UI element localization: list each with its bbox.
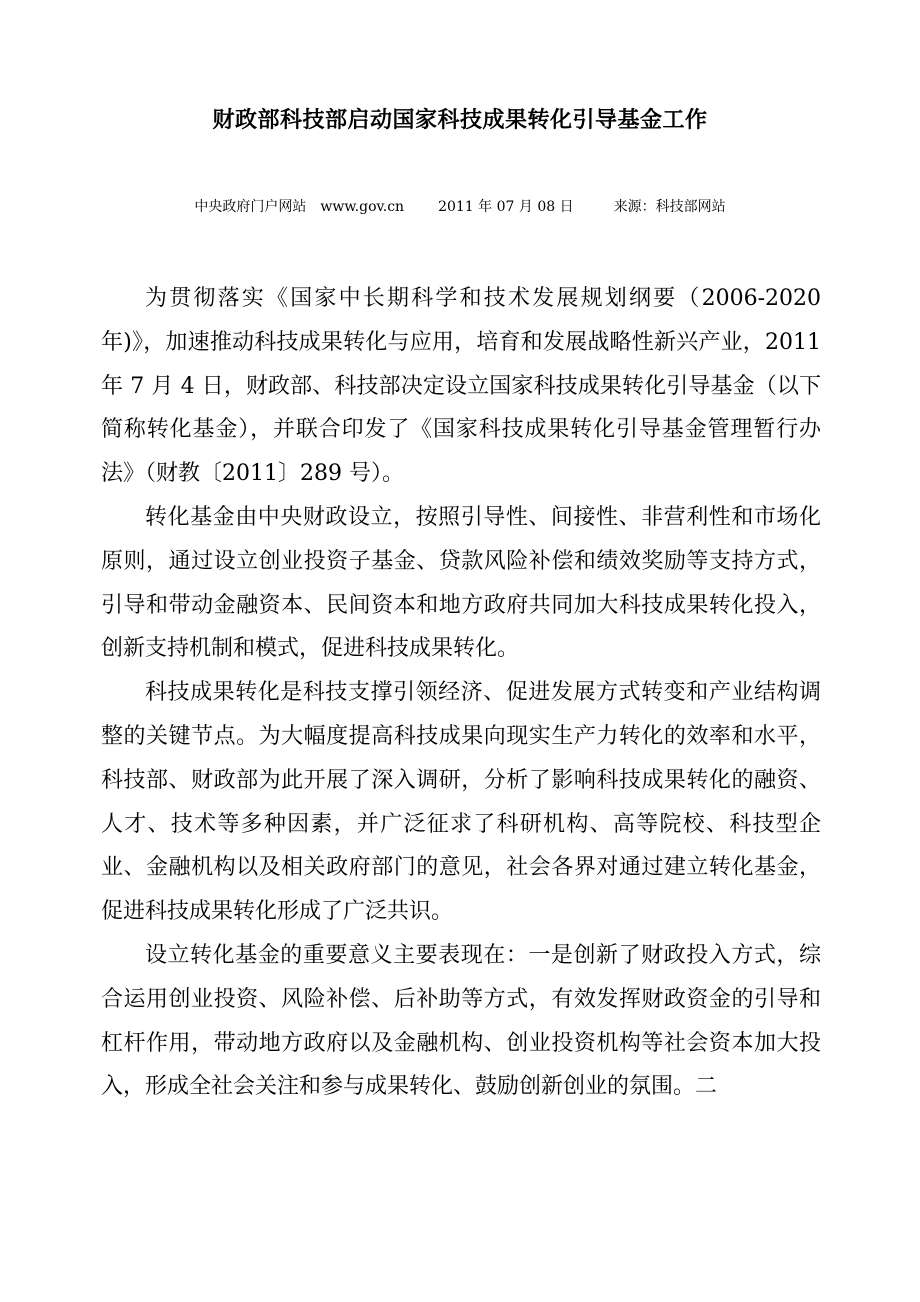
paragraph-2: 转化基金由中央财政设立，按照引导性、间接性、非营利性和市场化原则，通过设立创业投资子基金、贷款风险补偿和绩效奖励等支持方式，引导和带动金融资本、民间资本和地方政府共同加大科技成果转化投入，创新支持机制和模式，促进科技成果转化。 xyxy=(101,504,821,662)
paragraph-4: 设立转化基金的重要意义主要表现在：一是创新了财政投入方式，综合运用创业投资、风险补偿、后补助等方式，有效发挥财政资金的引导和杠杆作用，带动地方政府以及金融机构、创业投资机构等社会资本加大投入，形成全社会关注和参与成果转化、鼓励创新创业的氛围。二 xyxy=(101,942,821,1100)
article-meta xyxy=(0,196,920,218)
publish-date: 2011 年 07 月 08 日 xyxy=(438,199,574,215)
paragraph-3: 科技成果转化是科技支撑引领经济、促进发展方式转变和产业结构调整的关键节点。为大幅度提高科技成果向现实生产力转化的效率和水平，科技部、财政部为此开展了深入调研，分析了影响科技成果转化的融资、人才、技术等多种因素，并广泛征求了科研机构、高等院校、科技型企业、金融机构以及相关政府部门的意见，社会各界对通过建立转化基金，促进科技成果转化形成了广泛共识。 xyxy=(101,680,821,925)
site-name: 中央政府门户网站 xyxy=(194,199,307,215)
site-url: www.gov.cn xyxy=(320,199,405,215)
article-body xyxy=(101,277,821,1109)
article-source: 来源：科技部网站 xyxy=(613,199,726,215)
page-title: 财政部科技部启动国家科技成果转化引导基金工作 xyxy=(212,108,708,133)
paragraph-1: 为贯彻落实《国家中长期科学和技术发展规划纲要（2006-2020年)》，加速推动科技成果转化与应用，培育和发展战略性新兴产业，2011年 7 月 4 日，财政部、科技部决定设立国家科技成果转化引导基金（以下简称转化基金），并联合印发了《国家科技成果转化引导基金管理暂行办法》（财教〔2011〕289 号）。 xyxy=(101,286,821,487)
